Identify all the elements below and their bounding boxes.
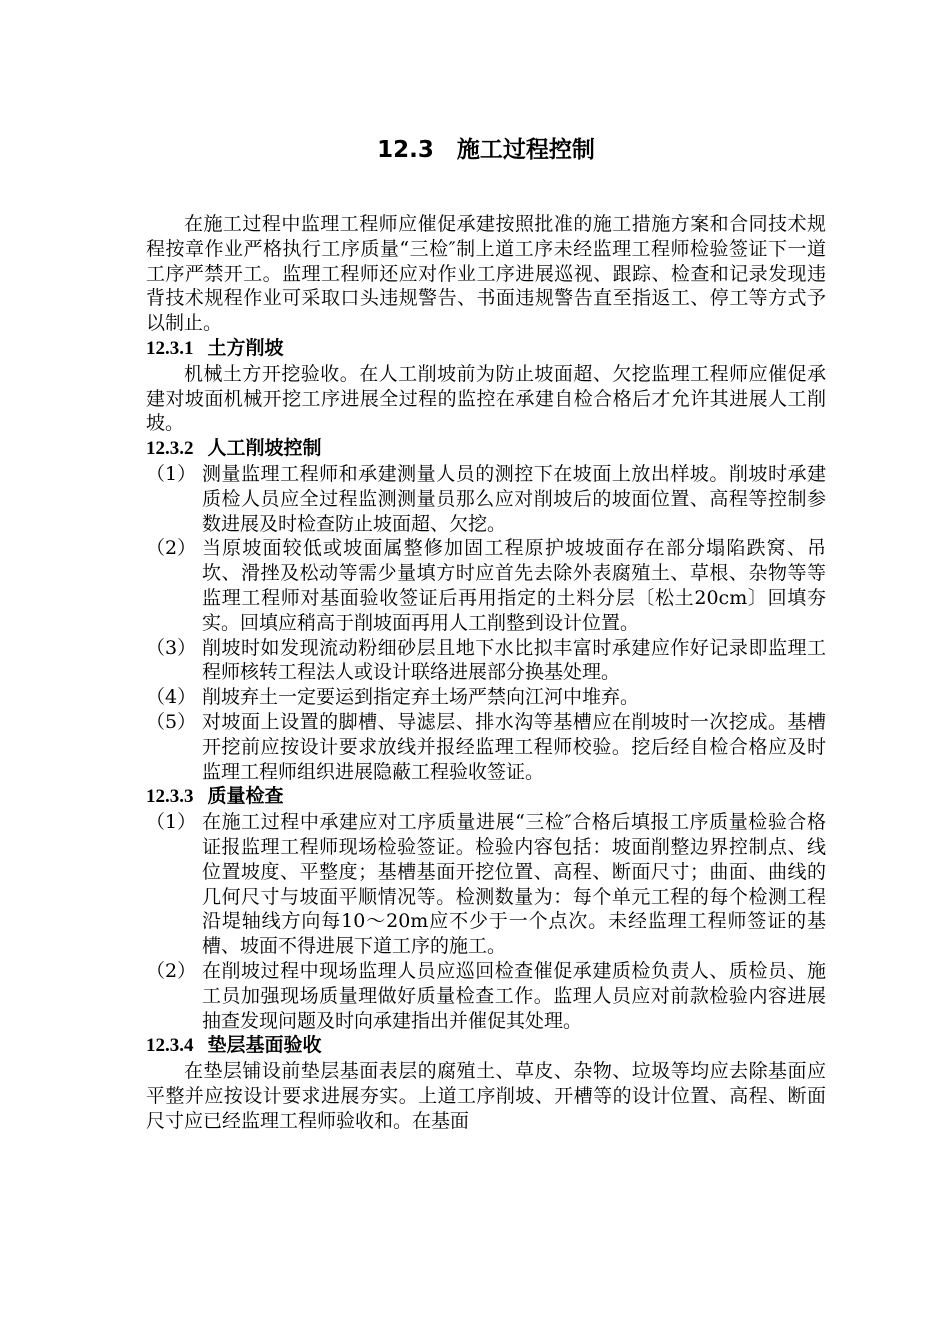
section-number: 12.3.4	[146, 1035, 194, 1057]
list-item-text: 在施工过程中承建应对工序质量进展“三检″合格后填报工序质量检验合格证报监理工程师现场检验签证。检验内容包括：坡面削整边界控制点、线位置坡度、平整度；基槽基面开挖位置、高程、断面尺寸；曲面、曲线的几何尺寸与坡面平顺情况等。检测数量为：每个单元工程的每个检测工程沿堤轴线方向每10～20m应不少于一个点次。未经监理工程师签证的基槽、坡面不得进展下道工序的施工。	[202, 811, 826, 958]
section-number: 12.3.3	[146, 786, 194, 808]
list-marker: （4）	[146, 686, 197, 709]
list-item	[146, 685, 826, 710]
section-title: 垫层基面验收	[207, 1034, 322, 1057]
list-item	[146, 710, 826, 784]
section-heading	[146, 336, 826, 362]
list-item-text: 对坡面上设置的脚槽、导滤层、排水沟等基槽应在削坡时一次挖成。基槽开挖前应按设计要求放线并报经监理工程师校验。挖后经自检合格应及时监理工程师组织进展隐蔽工程验收签证。	[202, 710, 826, 783]
list-marker: （3）	[146, 636, 197, 659]
list-item	[146, 636, 826, 686]
section-paragraph: 在垫层铺设前垫层基面表层的腐殖土、草皮、杂物、垃圾等均应去除基面应平整并应按设计要求进展夯实。上道工序削坡、开槽等的设计位置、高程、断面尺寸应已经监理工程师验收和。在基面	[146, 1060, 826, 1132]
section-heading	[146, 784, 826, 810]
section-number: 12.3.1	[146, 337, 194, 359]
document-page	[146, 130, 826, 1133]
section-heading	[146, 436, 826, 462]
section-title: 质量检查	[207, 785, 284, 808]
list-item	[146, 959, 826, 1033]
list-item	[146, 810, 826, 959]
list-item-text: 当原坡面较低或坡面属整修加固工程原护坡坡面存在部分塌陷跌窝、吊坎、滑挫及松动等需少量填方时应首先去除外表腐殖土、草根、杂物等等监理工程师对基面验收签证后再用指定的土料分层〔松土20cm〕回填夯实。回填应稍高于削坡面再用人工削整到设计位置。	[202, 537, 826, 634]
page-title: 12.3 施工过程控制	[377, 137, 595, 163]
list-item-text: 测量监理工程师和承建测量人员的测控下在坡面上放出样坡。削坡时承建质检人员应全过程监测测量员那么应对削坡后的坡面位置、高程等控制参数进展及时检查防止坡面超、欠挖。	[202, 462, 826, 535]
list-item-text: 削坡弃土一定要运到指定弃土场严禁向江河中堆弃。	[202, 686, 640, 709]
list-marker: （1）	[146, 462, 197, 485]
list-item	[146, 462, 826, 536]
section-heading	[146, 1033, 826, 1059]
list-marker: （2）	[146, 959, 197, 982]
list-item	[146, 536, 826, 635]
list-marker: （1）	[146, 811, 197, 834]
intro-paragraph: 在施工过程中监理工程师应催促承建按照批准的施工措施方案和合同技术规程按章作业严格执行工序质量“三检″制上道工序未经监理工程师检验签证下一道工序严禁开工。监理工程师还应对作业工序进展巡视、跟踪、检查和记录发现违背技术规程作业可采取口头违规警告、书面违规警告直至指返工、停工等方式予以制止。	[146, 213, 826, 335]
section-number: 12.3.2	[146, 438, 194, 460]
section-title: 土方削坡	[207, 336, 284, 359]
list-item-text: 在削坡过程中现场监理人员应巡回检查催促承建质检负责人、质检员、施工员加强现场质量理做好质量检查工作。监理人员应对前款检验内容进展抽查发现问题及时向承建指出并催促其处理。	[202, 959, 826, 1032]
list-marker: （5）	[146, 710, 197, 733]
list-item-text: 削坡时如发现流动粉细砂层且地下水比拟丰富时承建应作好记录即监理工程师核转工程法人或设计联络进展部分换基处理。	[202, 636, 826, 684]
list-marker: （2）	[146, 537, 197, 560]
section-title: 人工削坡控制	[207, 437, 322, 460]
section-paragraph: 机械土方开挖验收。在人工削坡前为防止坡面超、欠挖监理工程师应催促承建对坡面机械开挖工序进展全过程的监控在承建自检合格后才允许其进展人工削坡。	[146, 362, 826, 435]
